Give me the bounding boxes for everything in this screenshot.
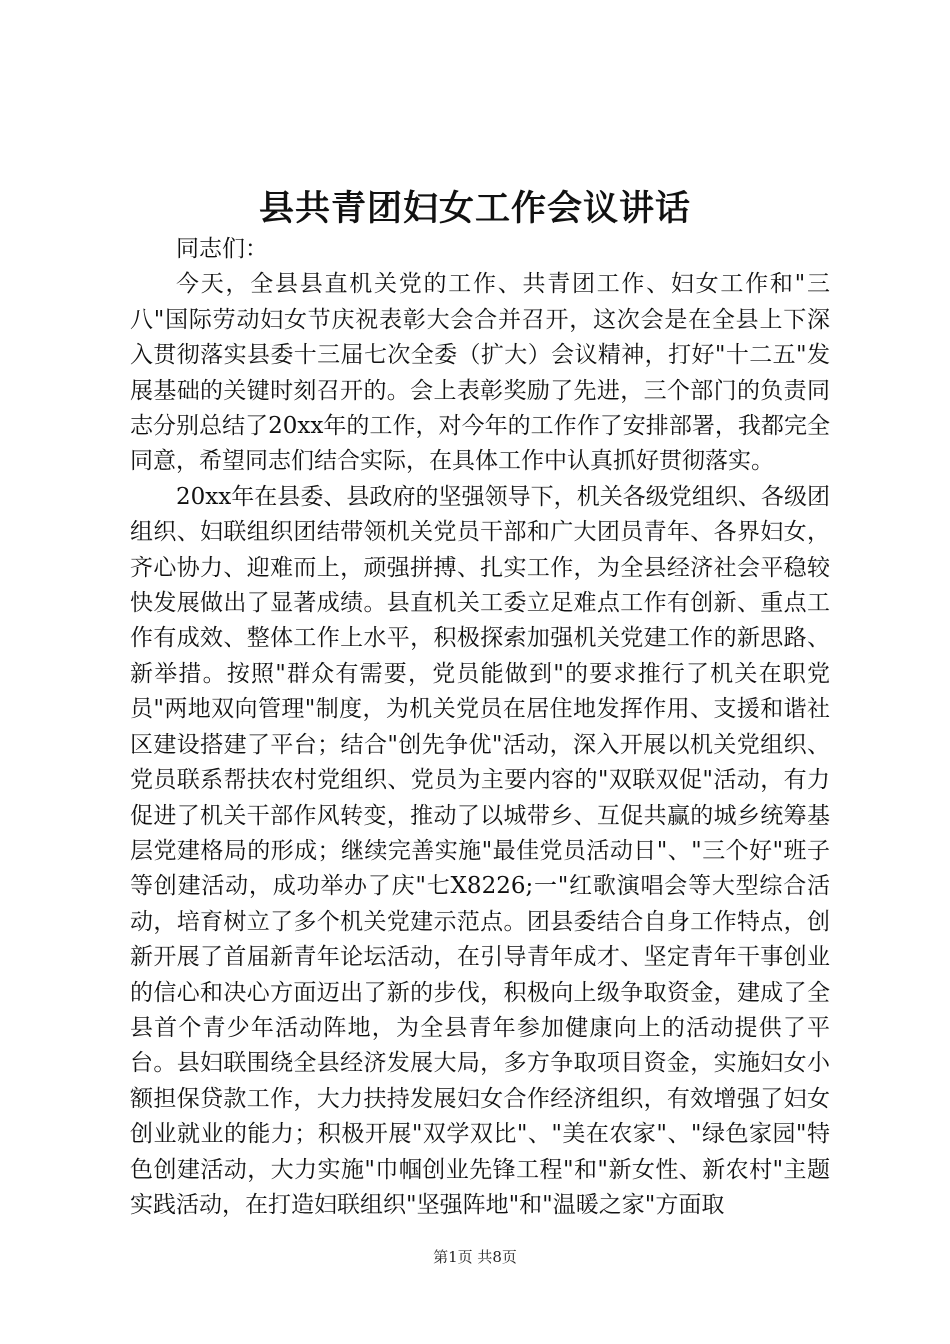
document-body (130, 232, 830, 1223)
document-title: 县共青团妇女工作会议讲话 (258, 188, 691, 229)
paragraph-2: 20xx年在县委、县政府的坚强领导下，机关各级党组织、各级团组织、妇联组织团结带领机关党员干部和广大团员青年、各界妇女，齐心协力、迎难而上，顽强拼搏、扎实工作，为全县经济社会平稳较快发展做出了显著成绩。县直机关工委立足难点工作有创新、重点工作有成效、整体工作上水平，积极探索加强机关党建工作的新思路、新举措。按照"群众有需要，党员能做到"的要求推行了机关在职党员"两地双向管理"制度，为机关党员在居住地发挥作用、支援和谐社区建设搭建了平台；结合"创先争优"活动，深入开展以机关党组织、党员联系帮扶农村党组织、党员为主要内容的"双联双促"活动，有力促进了机关干部作风转变，推动了以城带乡、互促共赢的城乡统筹基层党建格局的形成；继续完善实施"最佳党员活动日"、"三个好"班子等创建活动，成功举办了庆"七X8226;一"红歌演唱会等大型综合活动，培育树立了多个机关党建示范点。团县委结合自身工作特点，创新开展了首届新青年论坛活动，在引导青年成才、坚定青年干事创业的信心和决心方面迈出了新的步伐，积极向上级争取资金，建成了全县首个青少年活动阵地，为全县青年参加健康向上的活动提供了平台。县妇联围绕全县经济发展大局，多方争取项目资金，实施妇女小额担保贷款工作，大力扶持发展妇女合作经济组织，有效增强了妇女创业就业的能力；积极开展"双学双比"、"美在农家"、"绿色家园"特色创建活动，大力实施"巾帼创业先锋工程"和"新女性、新农村"主题实践活动，在打造妇联组织"坚强阵地"和"温暖之家"方面取 (130, 483, 830, 1218)
page-number-footer: 第1页 共8页 (433, 1248, 517, 1266)
salutation: 同志们： (176, 236, 268, 262)
paragraph-1: 今天，全县县直机关党的工作、共青团工作、妇女工作和"三八"国际劳动妇女节庆祝表彰大会合并召开，这次会是在全县上下深入贯彻落实县委十三届七次全委（扩大）会议精神，打好"十二五"发展基础的关键时刻召开的。会上表彰奖励了先进，三个部门的负责同志分别总结了20xx年的工作，对今年的工作作了安排部署，我都完全同意，希望同志们结合实际，在具体工作中认真抓好贯彻落实。 (130, 271, 830, 475)
